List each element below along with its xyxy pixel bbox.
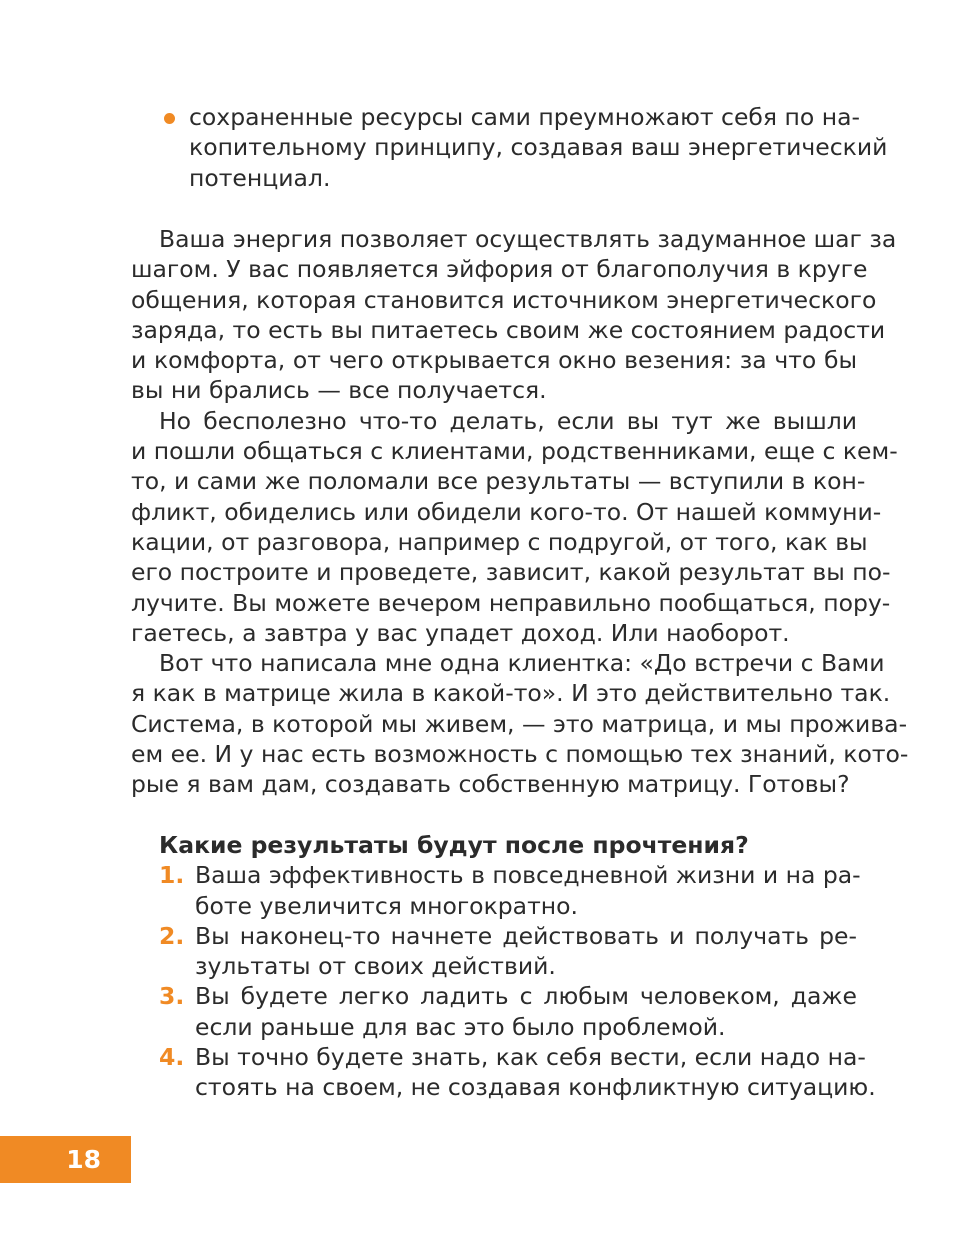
paragraph-line: его построите и проведете, зависит, какой результат вы по- bbox=[131, 558, 891, 587]
paragraph-line: шагом. У вас появляется эйфория от благополучия в круге bbox=[131, 255, 868, 284]
paragraph-line: лучите. Вы можете вечером неправильно пообщаться, пору- bbox=[131, 588, 891, 617]
paragraph-line: кации, от разговора, например с подругой, от того, как вы bbox=[131, 527, 868, 556]
bullet-list bbox=[131, 102, 888, 193]
bullet-item bbox=[131, 102, 888, 193]
paragraph-line: фликт, обиделись или обидели кого-то. От нашей коммуни- bbox=[131, 497, 882, 526]
paragraph-3 bbox=[131, 648, 909, 799]
bullet-line: копительному принципу, создавая ваш энергетический bbox=[189, 133, 888, 162]
paragraph-line: Вот что написала мне одна клиентка: «До встречи с Вами bbox=[159, 649, 885, 678]
result-line: Ваша эффективность в повседневной жизни и на ра- bbox=[195, 861, 861, 890]
result-line: Вы точно будете знать, как себя вести, если надо на- bbox=[195, 1043, 866, 1072]
result-item-1 bbox=[131, 860, 861, 921]
paragraph-line: общения, которая становится источником энергетического bbox=[131, 285, 877, 314]
paragraph-line: рые я вам дам, создавать собственную матрицу. Готовы? bbox=[131, 770, 850, 799]
paragraph-line: и комфорта, от чего открывается окно везения: за что бы bbox=[131, 346, 857, 375]
paragraph-2 bbox=[131, 406, 898, 648]
page-number-badge bbox=[0, 1136, 131, 1183]
result-line: боте увеличится многократно. bbox=[195, 891, 578, 920]
paragraph-line: то, и сами же поломали все результаты — вступили в кон- bbox=[131, 467, 866, 496]
paragraph-line: Ваша энергия позволяет осуществлять задуманное шаг за bbox=[159, 225, 897, 253]
result-line: Вы наконец-то начнете действовать и получать ре- bbox=[195, 921, 857, 950]
paragraph-line: гаетесь, а завтра у вас упадет доход. Или наоборот. bbox=[131, 618, 790, 647]
bullet-line: потенциал. bbox=[189, 163, 331, 192]
paragraph-1 bbox=[131, 224, 897, 406]
result-item-2 bbox=[131, 921, 857, 982]
result-line: зультаты от своих действий. bbox=[195, 952, 556, 981]
bullet-dot-icon bbox=[164, 113, 175, 124]
paragraph-line: я как в матрице жила в какой-то». И это действительно так. bbox=[131, 679, 891, 708]
results-section bbox=[131, 830, 876, 1103]
paragraph-line: заряда, то есть вы питаетесь своим же состоянием радости bbox=[131, 315, 886, 344]
result-line: Вы будете легко ладить с любым человеком, даже bbox=[195, 982, 857, 1011]
paragraph-line: Система, в которой мы живем, — это матрица, и мы прожива- bbox=[131, 709, 908, 738]
result-line: если раньше для вас это было проблемой. bbox=[195, 1012, 726, 1041]
result-item-4 bbox=[131, 1042, 876, 1103]
body-text bbox=[131, 224, 909, 800]
paragraph-line: и пошли общаться с клиентами, родственниками, еще с кем- bbox=[131, 437, 898, 466]
result-number: 1. bbox=[159, 861, 185, 890]
result-number: 4. bbox=[159, 1043, 185, 1072]
result-number: 2. bbox=[159, 921, 185, 950]
paragraph-line: вы ни брались — все получается. bbox=[131, 376, 547, 405]
result-item-3 bbox=[131, 981, 857, 1042]
paragraph-line: Но бесполезно что-то делать, если вы тут же вышли bbox=[159, 406, 857, 435]
bullet-line: сохраненные ресурсы сами преумножают себя по на- bbox=[189, 103, 860, 131]
results-heading: Какие результаты будут после прочтения? bbox=[159, 831, 749, 859]
page-number: 18 bbox=[66, 1145, 101, 1174]
paragraph-line: ем ее. И у нас есть возможность с помощью тех знаний, кото- bbox=[131, 740, 909, 769]
result-number: 3. bbox=[159, 982, 185, 1011]
result-line: стоять на своем, не создавая конфликтную ситуацию. bbox=[195, 1073, 876, 1102]
